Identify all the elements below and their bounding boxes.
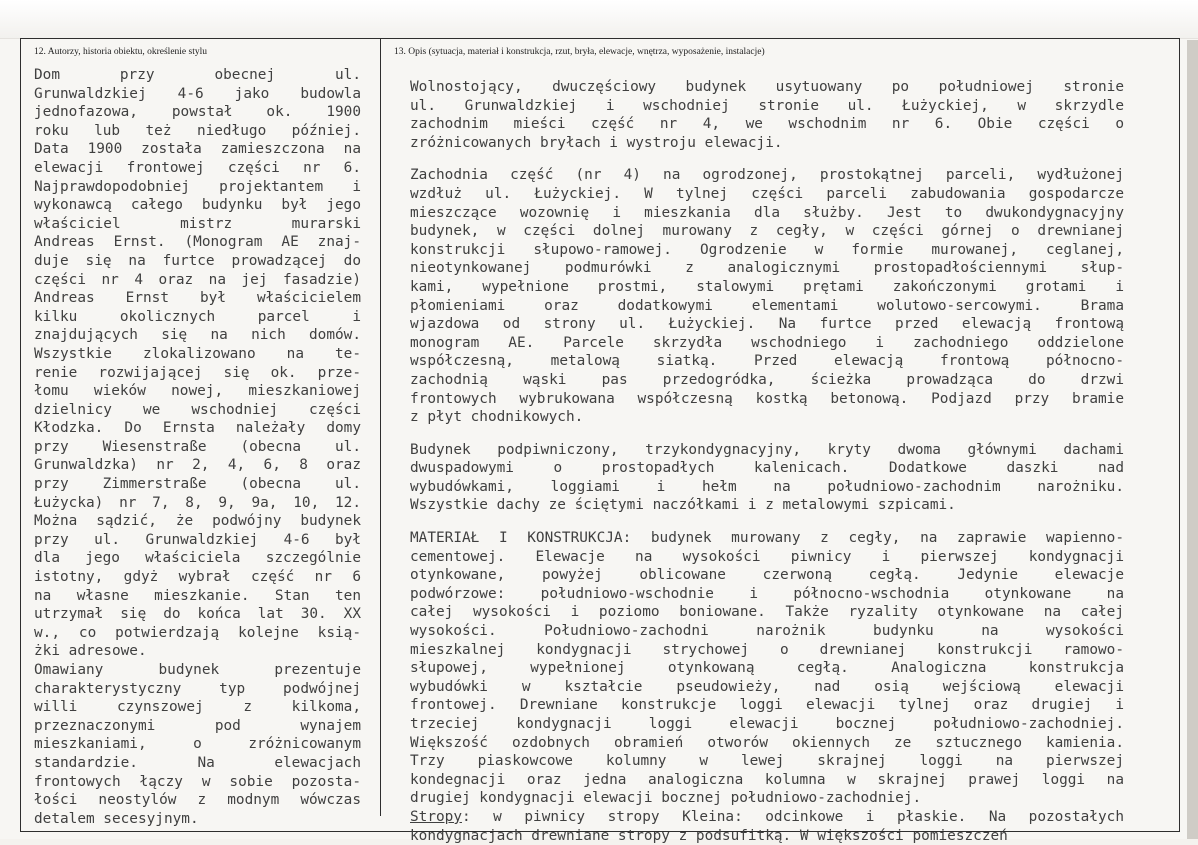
text-line: Wszystkie dachy ze ściętymi naczółkami i z metalowymi szpicami.	[410, 497, 956, 514]
history-paragraph-1	[34, 66, 361, 661]
text-line: duje się na furtce prowadzącej do	[34, 252, 361, 269]
scan-right-edge	[1187, 40, 1198, 839]
description-paragraph-parcel	[410, 166, 1124, 426]
text-line: kondegnacji oraz jedna analogiczna kolumna w skrajnej prawej loggi na	[410, 771, 1124, 788]
text-line: mieszczące wozownię i mieszkania dla służby. Jest to dwukondygnacyjny	[410, 204, 1124, 221]
text-line: frontowych wybrukowana współczesną kostką betonową. Podjazd przy bramie	[410, 390, 1124, 407]
text-line: wysokości. Południowo-zachodni narożnik budynku na wysokości	[410, 623, 1124, 640]
text-line: z płyt chodnikowych.	[410, 409, 584, 426]
text-line: żki adresowe.	[34, 643, 147, 660]
text-line: detalem secesyjnym.	[34, 810, 199, 827]
text-line: w., co potwierdzają kolejne ksią-	[34, 624, 361, 641]
text-line: przy ul. Grunwaldzkiej 4-6 był	[34, 531, 361, 548]
text-line: otynkowane, powyżej oblicowane czerwoną cegłą. Jedynie elewacje	[410, 567, 1124, 584]
scan-top-strip	[0, 0, 1198, 39]
text-line: frontowej. Drewniane konstrukcje loggi elewacji tylnej oraz drugiej i	[410, 697, 1124, 714]
text-line: Kłodzka. Do Ernsta należały domy	[34, 420, 361, 437]
text-line: Łużycka) nr 7, 8, 9, 9a, 10, 12.	[34, 494, 361, 511]
description-paragraph-situation	[410, 78, 1124, 152]
text-line: łości neostylów z modnym wówczas	[34, 792, 361, 809]
column-divider	[380, 38, 381, 816]
text-line: Andreas Ernst. (Monogram AE znaj-	[34, 234, 361, 251]
text-line: wjazdowa od strony ul. Łużyckiej. Na furtce przed elewacją frontową	[410, 316, 1124, 333]
description-paragraph-material	[410, 529, 1124, 808]
text-line: współczesną, metalową siatką. Przed elewacją frontową północno-	[410, 353, 1124, 370]
text-line: Budynek podpiwniczony, trzykondygnacyjny, kryty dwoma głównymi dachami	[410, 441, 1124, 458]
text-line	[410, 808, 1124, 827]
text-line: dzielnicy we wschodniej części	[34, 401, 361, 418]
text-line: dwuspadowymi o prostopadłych kalenicach. Dodatkowe daszki nad	[410, 460, 1124, 477]
text-line: nieotynkowanej podmurówki z analogicznymi prostopadłościennymi słup-	[410, 260, 1124, 277]
text-line: Andreas Ernst był właścicielem	[34, 290, 361, 307]
text-line: Data 1900 została zamieszczona na	[34, 141, 361, 158]
text-line: willi czynszowej z kilkoma,	[34, 699, 361, 716]
section-12-header: 12. Autorzy, historia obiektu, określenie stylu	[34, 47, 207, 57]
text-line: utrzymał się do końca lat 30. XX	[34, 606, 361, 623]
text-line: wykonawcą całego budynku był jego	[34, 197, 361, 214]
text-line: drugiej kondygnacji elewacji bocznej południowo-zachodniej.	[410, 790, 922, 807]
text-line: Omawiany budynek prezentuje	[34, 662, 361, 678]
text-line: trzeciej kondygnacji loggi elewacji bocznej południowo-zachodniej.	[410, 716, 1124, 732]
text-line: jednofazowa, powstał ok. 1900	[34, 104, 361, 121]
text-line: zachodnią wąski pas przedogródka, ścieżka prowadząca do drzwi	[410, 371, 1124, 388]
text-line: części nr 4 oraz na jej fasadzie)	[34, 271, 361, 288]
section-13-header: 13. Opis (sytuacja, materiał i konstrukcja, rzut, bryła, elewacje, wnętrza, wyposażenie, instalacje)	[394, 47, 765, 57]
text-line: przeznaczonymi pod wynajem	[34, 717, 361, 734]
text-line: zróżnicowanych bryłach i wystroju elewacji.	[410, 134, 783, 151]
text-line: Można sądzić, że podwójny budynek	[34, 513, 361, 530]
text-line: konstrukcji słupowo-ramowej. Ogrodzenie w formie murowanej, ceglanej,	[410, 241, 1124, 258]
text-line: cementowej. Elewacje na wysokości piwnicy i pierwszej kondygnacji	[410, 548, 1124, 565]
text-line: MATERIAŁ I KONSTRUKCJA: budynek murowany z cegły, na zaprawie wapienno-	[410, 530, 1124, 547]
text-line: mieszkalnej kondygnacji strychowej o drewnianej konstrukcji ramowo-	[410, 641, 1124, 658]
text-line: Trzy piaskowcowe kolumny w lewej skrajnej loggi na pierwszej	[410, 753, 1124, 770]
text-line: płomieniami oraz dodatkowymi elementami wolutowo-sercowymi. Brama	[410, 297, 1124, 314]
text-line: budynek, w części dolnej murowany z cegły, w części górnej o drewnianej	[410, 223, 1124, 240]
text-line: frontowych łączy w sobie pozosta-	[34, 773, 361, 790]
text-line: wybudówki w kształcie pseudowieży, nad osią wejściową elewacji	[410, 678, 1124, 695]
text-line: renie rozwijającej się ok. prze-	[34, 364, 361, 381]
text-line: właściciel mistrz murarski	[34, 215, 361, 232]
text-line: przy Wiesenstraße (obecna ul.	[34, 438, 361, 455]
description-column	[410, 78, 1124, 845]
text-line: istotny, gdyż wybrał część nr 6	[34, 569, 361, 586]
text-line: elewacji frontowej części nr 6.	[34, 159, 361, 176]
text-line: Większość ozdobnych obramień otworów okiennych ze sztucznego kamienia.	[410, 734, 1124, 751]
text-line: znajdujących się na nich domów.	[34, 327, 361, 344]
text-line: Wszystkie zlokalizowano na te-	[34, 345, 361, 362]
text-line: dla jego właściciela szczególnie	[34, 550, 361, 567]
text-line: na własne mieszkanie. Stan ten	[34, 587, 361, 604]
text-line: kami, wypełnione prostmi, stalowymi prętami zakończonymi grotami i	[410, 278, 1124, 295]
text-line: Grunwaldzka) nr 2, 4, 6, 8 oraz	[34, 457, 361, 474]
text-line: Wolnostojący, dwuczęściowy budynek usytuowany po południowej stronie	[410, 79, 1124, 95]
text-line: słupowej, wypełnionej otynkowaną cegłą. Analogiczna konstrukcja	[410, 660, 1124, 677]
text-line: mieszkaniami, o zróżnicowanym	[34, 736, 361, 753]
text-line: kondygnacjach drewniane stropy z podsufitką. W większości pomieszczeń	[410, 827, 1008, 844]
text-line: roku lub też niedługo później.	[34, 122, 361, 139]
text-line: łomu wieków nowej, mieszkaniowej	[34, 383, 361, 400]
text-line: całej wysokości i poziomo boniowane. Także ryzality otynkowane na całej	[410, 604, 1124, 621]
text-line: Grunwaldzkiej 4-6 jako budowla	[34, 85, 361, 102]
text-line: monogram AE. Parcele skrzydła wschodniego i zachodniego oddzielone	[410, 334, 1124, 351]
text-line: Najprawdopodobniej projektantem i	[34, 178, 361, 195]
text-line: standardzie. Na elewacjach	[34, 754, 361, 771]
text-line: wzdłuż ul. Łużyckiej. W tylnej części parceli zabudowania gospodarcze	[410, 185, 1124, 202]
text-line: ul. Grunwaldzkiej i wschodniej stronie ul. Łużyckiej, w skrzydle	[410, 97, 1124, 114]
history-paragraph-2	[34, 661, 361, 828]
text-line: Dom przy obecnej ul.	[34, 67, 361, 83]
text-line: Zachodnia część (nr 4) na ogrodzonej, prostokątnej parceli, wydłużonej	[410, 167, 1124, 184]
text-line: wybudówkami, loggiami i hełm na południowo-zachodnim narożniku.	[410, 478, 1124, 495]
text-line: kilku okolicznych parcel i	[34, 308, 361, 325]
text-line: charakterystyczny typ podwójnej	[34, 680, 361, 697]
lead-line-rest: : w piwnicy stropy Kleina: odcinkowe i płaskie. Na pozostałych	[461, 808, 1124, 825]
text-line: zachodnim mieści część nr 4, we wschodnim nr 6. Obie części o	[410, 116, 1124, 133]
text-line: przy Zimmerstraße (obecna ul.	[34, 476, 361, 493]
text-line: podwórzowe: południowo-wschodnie i północno-wschodnia otynkowane na	[410, 585, 1124, 602]
history-column	[34, 66, 361, 828]
description-paragraph-ceilings	[410, 808, 1124, 845]
underlined-lead-word: Stropy	[410, 808, 462, 825]
description-paragraph-roofs	[410, 441, 1124, 515]
